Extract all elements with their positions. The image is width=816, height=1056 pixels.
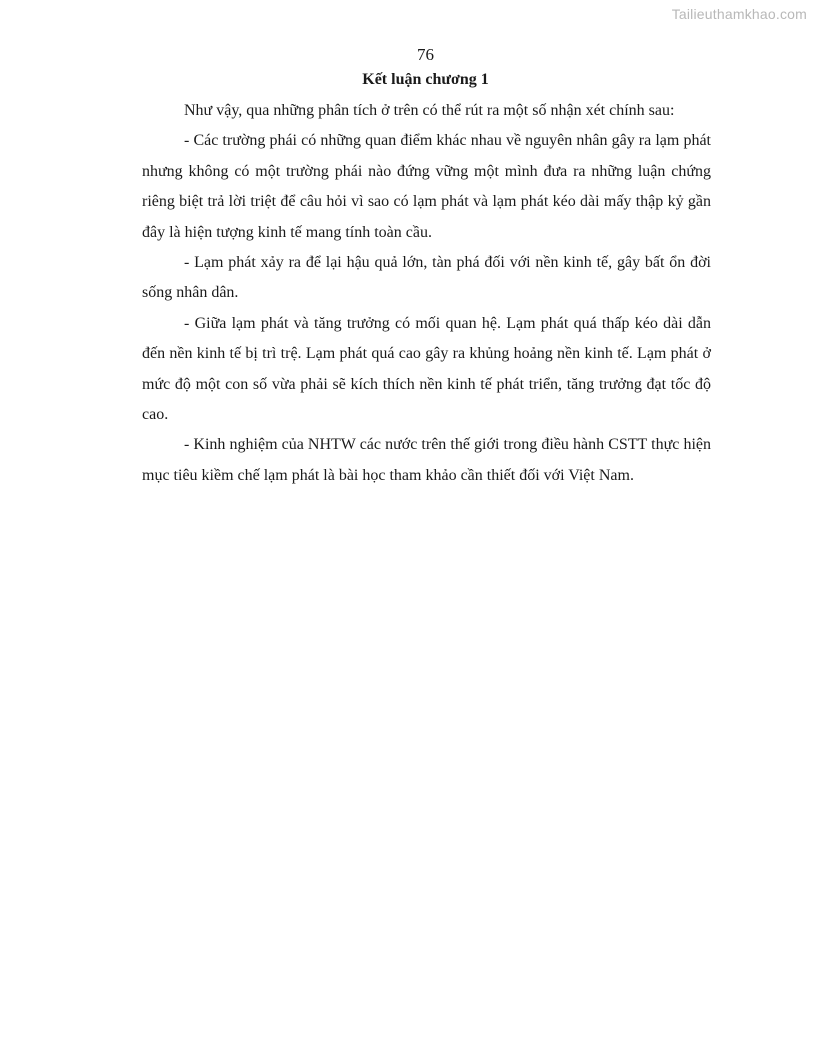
paragraph-schools-of-thought: - Các trường phái có những quan điểm khác nhau về nguyên nhân gây ra lạm phát nhưng không có một trường phái nào đứng vững một mình đưa ra những luận chứng riêng biệt trả lời triệt để câu hỏi vì sao có lạm phát và lạm phát kéo dài mấy thập kỷ gần đây là hiện tượng kinh tế mang tính toàn cầu. <box>142 132 711 241</box>
paragraph-intro: Như vậy, qua những phân tích ở trên có thể rút ra một số nhận xét chính sau: <box>184 102 675 119</box>
paragraph-inflation-growth: - Giữa lạm phát và tăng trưởng có mối quan hệ. Lạm phát quá thấp kéo dài dẫn đến nền kinh tế bị trì trệ. Lạm phát quá cao gây ra khủng hoảng nền kinh tế. Lạm phát ở mức độ một con số vừa phải sẽ kích thích nền kinh tế phát triển, tăng trưởng đạt tốc độ cao. <box>142 314 711 424</box>
paragraph-central-bank-experience: - Kinh nghiệm của NHTW các nước trên thế giới trong điều hành CSTT thực hiện mục tiêu kiềm chế lạm phát là bài học tham khảo cần thiết đối với Việt Nam. <box>142 436 711 484</box>
document-body <box>142 96 711 491</box>
paragraph-consequences: - Lạm phát xảy ra để lại hậu quả lớn, tàn phá đối với nền kinh tế, gây bất ổn đời sống nhân dân. <box>142 254 711 302</box>
watermark-text: Tailieuthamkhao.com <box>671 6 807 22</box>
chapter-title: Kết luận chương 1 <box>362 71 489 88</box>
page-number: 76 <box>417 45 434 64</box>
